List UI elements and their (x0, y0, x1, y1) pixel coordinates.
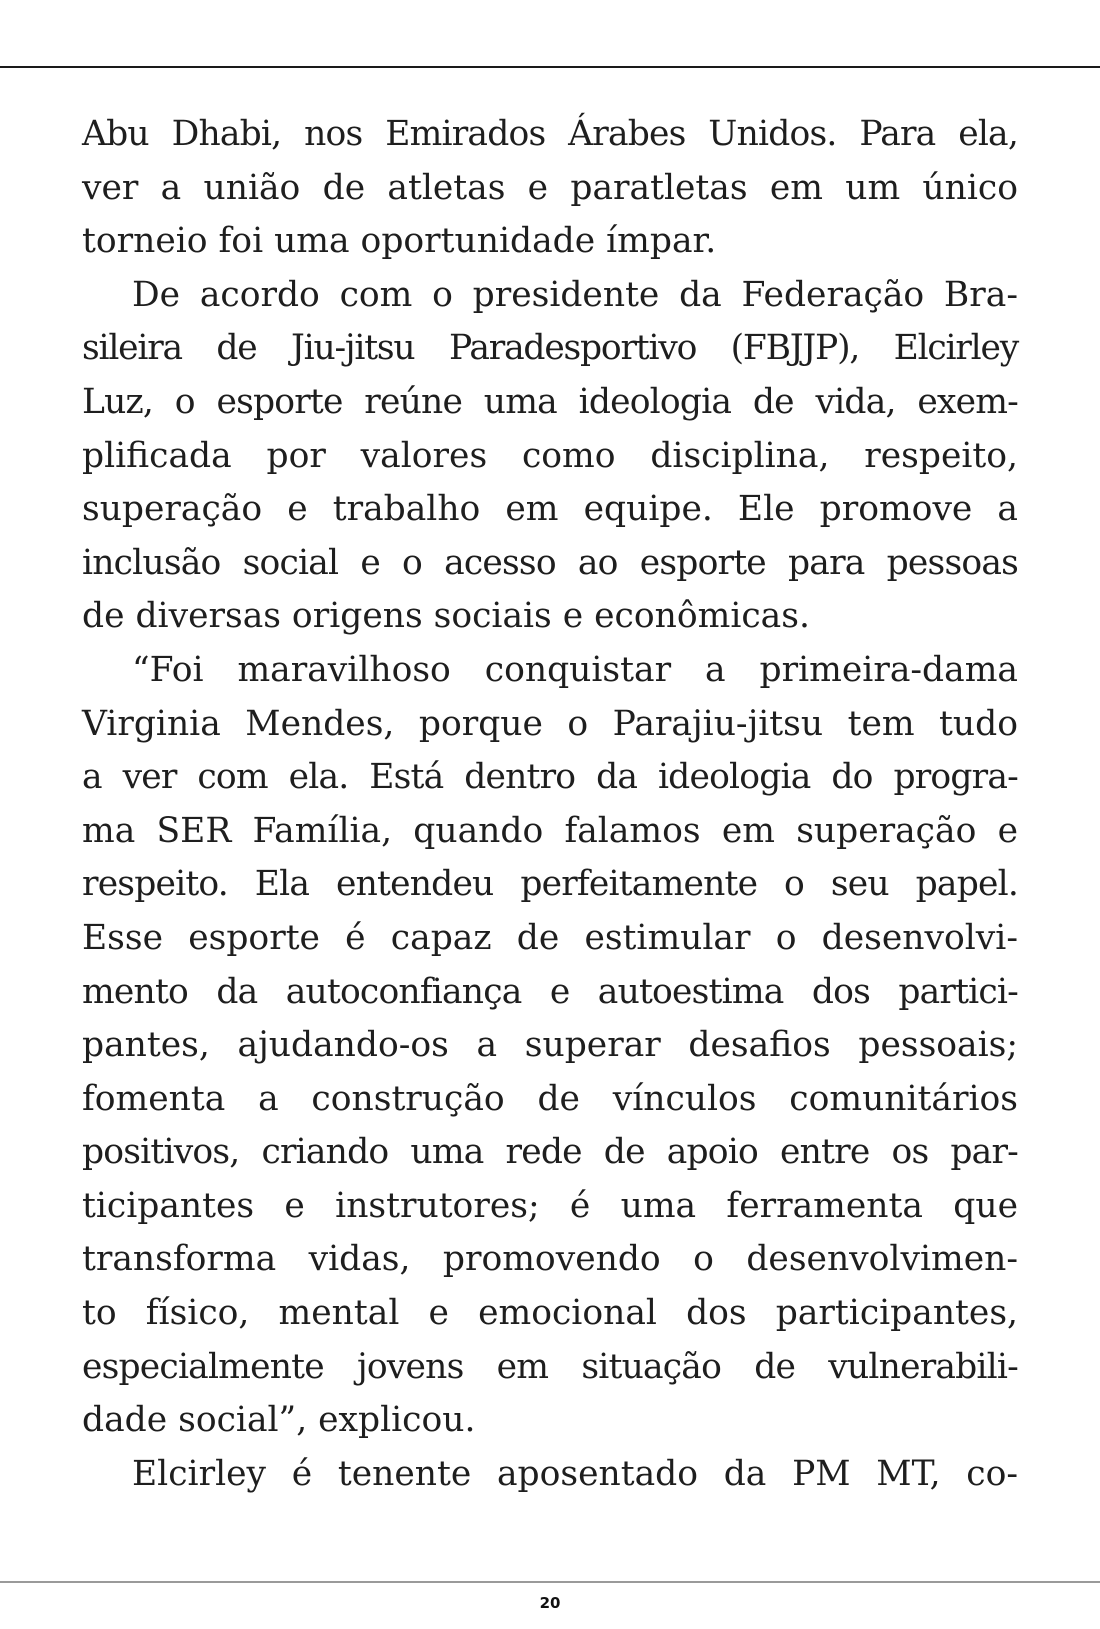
text-line: De acordo com o presidente da Federação Bra- (132, 274, 1018, 315)
text-line: Esse esporte é capaz de estimular o desenvolvi- (82, 917, 1018, 958)
text-line: to físico, mental e emocional dos participantes, (82, 1293, 1018, 1334)
text-line: a ver com ela. Está dentro da ideologia do progra- (82, 757, 1018, 798)
body-text (82, 108, 1018, 1501)
text-line: ticipantes e instrutores; é uma ferramenta que (82, 1185, 1018, 1226)
text-line: Abu Dhabi, nos Emirados Árabes Unidos. Para ela, (82, 114, 1018, 154)
text-line: Luz, o esporte reúne uma ideologia de vida, exem- (82, 381, 1018, 422)
text-line: positivos, criando uma rede de apoio entre os par- (82, 1132, 1018, 1173)
text-line: dade social”, explicou. (82, 1400, 476, 1441)
text-line: especialmente jovens em situação de vulnerabili- (82, 1346, 1018, 1387)
text-line: plificada por valores como disciplina, respeito, (82, 435, 1018, 476)
text-line: pantes, ajudando-os a superar desafios pessoais; (82, 1025, 1018, 1066)
text-line: Elcirley é tenente aposentado da PM MT, co- (132, 1453, 1018, 1494)
text-line: transforma vidas, promovendo o desenvolvimen- (82, 1239, 1018, 1280)
text-line: fomenta a construção de vínculos comunitários (82, 1078, 1018, 1119)
top-rule (0, 66, 1100, 68)
text-line: inclusão social e o acesso ao esporte para pessoas (82, 542, 1018, 583)
text-line: “Foi maravilhoso conquistar a primeira-dama (132, 649, 1018, 690)
text-line: superação e trabalho em equipe. Ele promove a (82, 489, 1018, 530)
text-line: respeito. Ela entendeu perfeitamente o seu papel. (82, 864, 1018, 905)
text-line: torneio foi uma oportunidade ímpar. (82, 221, 717, 262)
text-line: de diversas origens sociais e econômicas. (82, 596, 810, 637)
text-line: ver a união de atletas e paratletas em um único (82, 167, 1018, 208)
text-line: Virginia Mendes, porque o Parajiu-jitsu tem tudo (82, 703, 1018, 744)
page-number: 20 (539, 1594, 561, 1612)
text-line: sileira de Jiu-jitsu Paradesportivo (FBJJP), Elcirley (82, 328, 1018, 369)
text-line: ma SER Família, quando falamos em superação e (82, 810, 1018, 851)
bottom-rule (0, 1581, 1100, 1583)
text-line: mento da autoconfiança e autoestima dos partici- (82, 971, 1018, 1012)
